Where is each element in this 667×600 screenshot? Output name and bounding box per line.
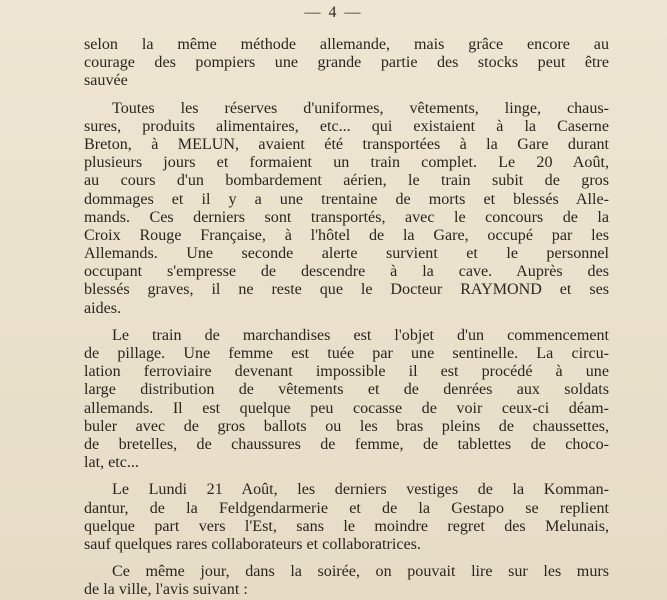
paragraph <box>84 327 609 473</box>
text-line: Croix Rouge Française, à l'hôtel de la Gare, occupé par les <box>84 226 609 244</box>
text-line: de la ville, l'avis suivant : <box>84 581 248 599</box>
text-line: lation ferroviaire devenant impossible il est procédé à une <box>84 363 609 381</box>
text-line: buler avec de gros ballots ou les bras pleins de chaussettes, <box>84 417 609 435</box>
text-line: Breton, à MELUN, avaient été transportées à la Gare durant <box>84 135 609 153</box>
text-line: sauvée <box>84 72 128 90</box>
text-line: de pillage. Une femme est tuée par une sentinelle. La circu- <box>84 345 609 362</box>
text-line: Toutes les réserves d'uniformes, vêtements, linge, chaus- <box>112 99 609 117</box>
text-line: au cours d'un bombardement aérien, le train subit de gros <box>84 172 609 190</box>
text-line: selon la même méthode allemande, mais grâce encore au <box>84 36 609 53</box>
text-line: de bretelles, de chaussures de femme, de tablettes de choco- <box>84 435 609 453</box>
page-number: — 4 — <box>304 4 363 21</box>
text-line: blessés graves, il ne reste que le Docteur RAYMOND et ses <box>84 281 609 299</box>
text-line: lat, etc... <box>84 454 139 472</box>
paragraph <box>84 36 609 91</box>
text-line: occupant s'empresse de descendre à la cave. Auprès des <box>84 263 609 281</box>
paragraph <box>84 100 609 318</box>
text-line: sauf quelques rares collaborateurs et collaboratrices. <box>84 535 421 553</box>
text-line: large distribution de vêtements et de denrées aux soldats <box>84 381 609 399</box>
paragraph <box>84 563 609 599</box>
text-line: quelque part vers l'Est, sans le moindre regret des Melunais, <box>84 517 609 535</box>
text-line: dantur, de la Feldgendarmerie et de la Gestapo se replient <box>84 499 609 517</box>
text-line: dommages et il y a une trentaine de morts et blessés Alle- <box>84 190 609 208</box>
text-line: plusieurs jours et formaient un train complet. Le 20 Août, <box>84 154 609 172</box>
text-line: mands. Ces derniers sont transportés, avec le concours de la <box>84 208 609 226</box>
text-line: courage des pompiers une grande partie des stocks peut être <box>84 54 609 72</box>
text-line: sures, produits alimentaires, etc... qui existaient à la Caserne <box>84 117 609 135</box>
text-line: aides. <box>84 299 122 317</box>
body-text <box>84 36 609 600</box>
text-line: Allemands. Une seconde alerte survient et le personnel <box>84 245 609 263</box>
text-line: Le train de marchandises est l'objet d'un commencement <box>112 326 609 344</box>
paragraph <box>84 481 609 554</box>
text-line: Ce même jour, dans la soirée, on pouvait lire sur les murs <box>112 563 609 581</box>
text-line: allemands. Il est quelque peu cocasse de voir ceux-ci déam- <box>84 399 609 417</box>
text-line: Le Lundi 21 Août, les derniers vestiges de la Komman- <box>112 481 609 499</box>
